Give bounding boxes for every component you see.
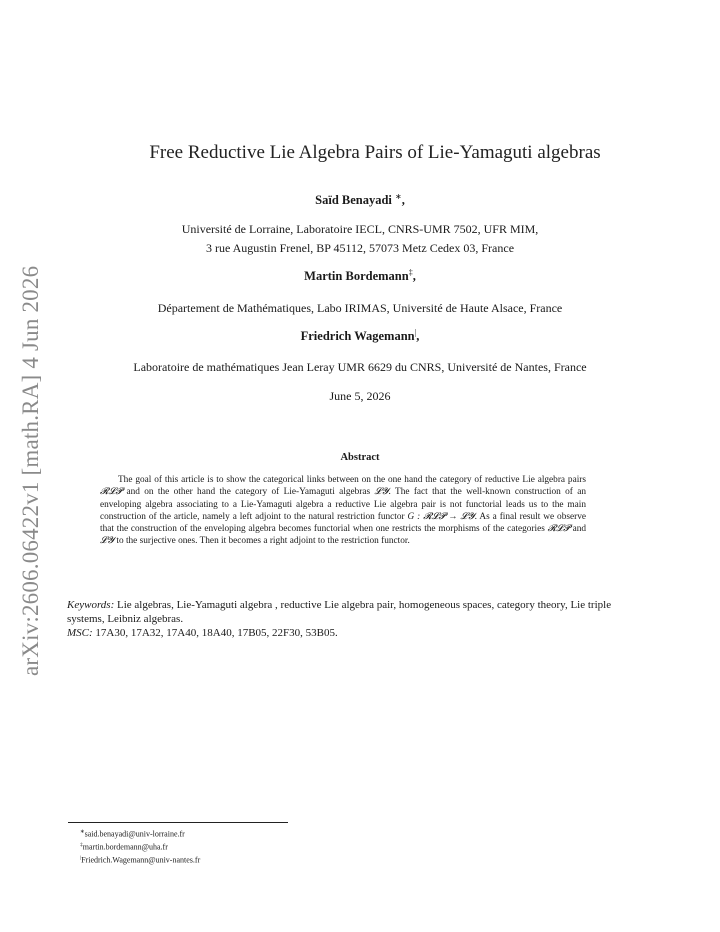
author-1-name: Saïd Benayadi <box>315 193 392 208</box>
abstract-text: and on the other hand the category of Lie-Yamaguti algebras <box>122 487 375 498</box>
math-LY: 𝓛𝓨 <box>374 487 389 498</box>
abstract-text: . As a final result we observe that the construction of the enveloping algebra becomes functorial when one restricts the morphisms of the categories <box>100 511 586 535</box>
footnote-email-link[interactable]: martin.bordemann@uha.fr <box>82 842 168 852</box>
msc-line <box>67 626 627 640</box>
math-RLP: 𝓡𝓛𝓟 <box>547 524 570 535</box>
author-2-affiliation <box>0 299 720 318</box>
author-3-affiliation <box>0 358 720 377</box>
abstract-text: and <box>569 524 586 535</box>
author-3-mark: | <box>414 328 417 337</box>
abstract-text: . The fact that the well-known construction of an enveloping algebra associating to a Lie-Yamaguti algebra a reductive Lie algebra pair is not functorial leads us to the main construction of the article, namely a left adjoint to the natural restriction functor <box>100 487 586 522</box>
publication-date: June 5, 2026 <box>329 389 391 403</box>
author-2-mark: ‡ <box>408 268 413 277</box>
msc-text: 17A30, 17A32, 17A40, 18A40, 17B05, 22F30, 53B05. <box>95 627 338 639</box>
paper-title: Free Reductive Lie Algebra Pairs of Lie-Yamaguti algebras <box>149 142 601 163</box>
footnote-mark: ‡ <box>80 842 83 848</box>
keywords-label: Keywords: <box>67 599 115 611</box>
math-RLP: 𝓡𝓛𝓟 <box>100 487 123 498</box>
abstract-body <box>100 474 586 548</box>
keywords-text: Lie algebras, Lie-Yamaguti algebra , reductive Lie algebra pair, homogeneous spaces, category theory, Lie triple systems, Leibniz algebras. <box>67 599 612 625</box>
footnote-mark: ∗ <box>80 829 85 835</box>
affiliation-line: Laboratoire de mathématiques Jean Leray UMR 6629 du CNRS, Université de Nantes, France <box>133 360 587 374</box>
math-functor: G : 𝓡𝓛𝓟 → 𝓛𝓨 <box>407 511 475 522</box>
footnote-rule <box>68 822 288 823</box>
author-name-1: Saïd Benayadi ∗, <box>315 192 405 208</box>
footnote-email-link[interactable]: said.benayadi@univ-lorraine.fr <box>84 829 185 839</box>
abstract-heading: Abstract <box>340 452 380 463</box>
affiliation-line: 3 rue Augustin Frenel, BP 45112, 57073 Metz Cedex 03, France <box>205 241 515 255</box>
author-2-name: Martin Bordemann <box>304 269 409 284</box>
keywords-line <box>67 598 627 626</box>
arxiv-identifier: arXiv:2606.06422v1 [math.RA] 4 Jun 2026 <box>18 265 43 676</box>
abstract-text: to the surjective ones. Then it becomes a right adjoint to the restriction functor. <box>114 536 410 547</box>
author-1-affiliation <box>0 220 720 258</box>
affiliation-line: Département de Mathématiques, Labo IRIMAS, Université de Haute Alsace, France <box>157 301 563 315</box>
footnote-email-link[interactable]: Friedrich.Wagemann@univ-nantes.fr <box>81 855 201 865</box>
author-1-mark: ∗ <box>395 192 402 201</box>
affiliation-line: Université de Lorraine, Laboratoire IECL, CNRS-UMR 7502, UFR MIM, <box>181 222 539 236</box>
keywords-block <box>67 598 627 640</box>
abstract-text: The goal of this article is to show the categorical links between on the one hand the category of reductive Lie algebra pairs <box>118 475 586 485</box>
author-name-3: Friedrich Wagemann|, <box>300 328 420 344</box>
footnote-3 <box>80 852 200 867</box>
math-LY: 𝓛𝓨 <box>100 536 115 547</box>
footnote-mark: | <box>80 855 82 861</box>
author-3-name: Friedrich Wagemann <box>300 329 415 344</box>
author-name-2: Martin Bordemann‡, <box>304 268 416 284</box>
msc-label: MSC: <box>67 627 93 639</box>
